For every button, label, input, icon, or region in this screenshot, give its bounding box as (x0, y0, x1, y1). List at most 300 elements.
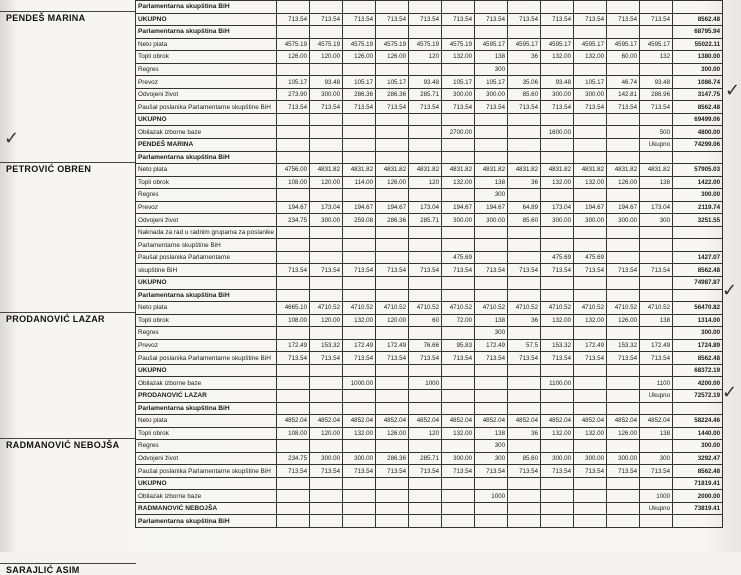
month-cell: 713.54 (343, 264, 376, 277)
month-cell (277, 377, 310, 390)
month-cell: 4831.82 (442, 164, 475, 177)
month-cell: 300.00 (541, 214, 574, 227)
row-label: Paušal poslanika Parlamentarne skupštine BiH (136, 352, 277, 365)
month-cell: 300.00 (607, 214, 640, 227)
row-label: Paušal poslanika Parlamentarne skupštine BiH (136, 465, 277, 478)
month-cell (475, 277, 508, 290)
month-cell: 300 (475, 440, 508, 453)
month-cell: 4852.04 (541, 415, 574, 428)
month-cell (475, 26, 508, 39)
month-cell: 4831.82 (640, 164, 673, 177)
month-cell: 300 (640, 214, 673, 227)
month-cell: 285.71 (409, 452, 442, 465)
month-cell (640, 189, 673, 202)
month-cell (541, 402, 574, 415)
row-label: Neto plata (136, 38, 277, 51)
month-cell (442, 277, 475, 290)
table-row (136, 88, 723, 101)
month-cell: 475.69 (442, 251, 475, 264)
month-cell: 4831.82 (508, 164, 541, 177)
row-label: Topli obrok (136, 176, 277, 189)
month-cell: 300.00 (574, 88, 607, 101)
month-cell: 300 (475, 189, 508, 202)
month-cell (541, 515, 574, 528)
month-cell (541, 26, 574, 39)
table-row (136, 51, 723, 64)
month-cell: 4852.04 (310, 415, 343, 428)
month-cell: 93.48 (310, 76, 343, 89)
month-cell (376, 239, 409, 252)
month-cell (310, 139, 343, 152)
month-cell: 4831.82 (574, 164, 607, 177)
month-cell: 4710.52 (343, 302, 376, 315)
month-cell: 713.54 (442, 101, 475, 114)
total-cell: 3251.55 (673, 214, 723, 227)
month-cell (442, 289, 475, 302)
month-cell (475, 502, 508, 515)
month-cell (541, 289, 574, 302)
month-cell (508, 126, 541, 139)
total-cell: 68372.19 (673, 364, 723, 377)
month-cell: 713.54 (475, 465, 508, 478)
table-row (136, 465, 723, 478)
month-cell: 4595.17 (640, 38, 673, 51)
month-cell (541, 226, 574, 239)
month-cell: 4710.52 (607, 302, 640, 315)
month-cell: 4831.82 (343, 164, 376, 177)
month-cell: 126.00 (376, 176, 409, 189)
month-cell: 4852.04 (376, 415, 409, 428)
month-cell: 4831.82 (541, 164, 574, 177)
month-cell (475, 402, 508, 415)
total-cell: 8562.48 (673, 352, 723, 365)
table-row (136, 226, 723, 239)
row-label: Obilazak izborne baze (136, 490, 277, 503)
month-cell (640, 515, 673, 528)
table-row (136, 289, 723, 302)
month-cell (640, 113, 673, 126)
total-cell: 1380.00 (673, 51, 723, 64)
month-cell: 713.54 (409, 465, 442, 478)
month-cell: 300.00 (541, 452, 574, 465)
total-cell (673, 151, 723, 164)
total-cell: 1422.00 (673, 176, 723, 189)
month-cell: 132.00 (442, 176, 475, 189)
month-cell (409, 239, 442, 252)
row-label: Odvojeni život (136, 214, 277, 227)
month-cell (607, 440, 640, 453)
month-cell: 60.00 (607, 51, 640, 64)
month-cell: 713.54 (508, 352, 541, 365)
month-cell (574, 389, 607, 402)
total-cell: 1724.89 (673, 339, 723, 352)
month-cell (574, 515, 607, 528)
table-row (136, 314, 723, 327)
month-cell (376, 364, 409, 377)
month-cell (409, 63, 442, 76)
month-cell: 173.04 (409, 201, 442, 214)
month-cell: 300.00 (310, 214, 343, 227)
month-cell: 194.67 (607, 201, 640, 214)
month-cell: 120.00 (310, 51, 343, 64)
month-cell (574, 289, 607, 302)
month-cell: 138 (475, 51, 508, 64)
handwritten-check-mark: ✓ (4, 128, 20, 149)
month-cell: 713.54 (541, 264, 574, 277)
table-row (136, 239, 723, 252)
month-cell: 4575.19 (376, 38, 409, 51)
month-cell (376, 26, 409, 39)
month-cell (541, 502, 574, 515)
month-cell (343, 239, 376, 252)
month-cell (409, 389, 442, 402)
month-cell (376, 389, 409, 402)
month-cell (607, 189, 640, 202)
month-cell: 4710.52 (376, 302, 409, 315)
row-label: Parlamentarna skupština BiH (136, 289, 277, 302)
month-cell: 300 (640, 452, 673, 465)
month-cell: 132.00 (541, 51, 574, 64)
month-cell (640, 226, 673, 239)
month-cell (343, 26, 376, 39)
month-cell: 300.00 (310, 88, 343, 101)
month-cell (442, 515, 475, 528)
month-cell: 4831.82 (607, 164, 640, 177)
total-cell (673, 1, 723, 14)
table-row (136, 477, 723, 490)
month-cell: 194.67 (475, 201, 508, 214)
month-cell (277, 440, 310, 453)
month-cell (409, 289, 442, 302)
month-cell (343, 1, 376, 14)
month-cell: 108.00 (277, 427, 310, 440)
month-cell (640, 477, 673, 490)
table-row (136, 440, 723, 453)
month-cell (310, 226, 343, 239)
month-cell: 1000 (640, 490, 673, 503)
month-cell (442, 189, 475, 202)
month-cell: 1100 (640, 377, 673, 390)
total-cell: 300.00 (673, 440, 723, 453)
total-cell: 1086.74 (673, 76, 723, 89)
month-cell (508, 289, 541, 302)
total-cell (673, 402, 723, 415)
total-cell: 71819.41 (673, 477, 723, 490)
month-cell (541, 327, 574, 340)
month-cell (574, 402, 607, 415)
divider (0, 11, 136, 12)
month-cell: 172.49 (376, 339, 409, 352)
total-cell: 1440.00 (673, 427, 723, 440)
month-cell: 4595.17 (574, 38, 607, 51)
month-cell: 93.48 (541, 76, 574, 89)
month-cell (376, 63, 409, 76)
month-cell: 132.00 (574, 314, 607, 327)
month-cell (277, 63, 310, 76)
person-name: PENDEŠ MARINA (6, 13, 86, 23)
month-cell: 173.04 (541, 201, 574, 214)
month-cell: 285.71 (409, 88, 442, 101)
month-cell (541, 189, 574, 202)
month-cell: 713.54 (310, 101, 343, 114)
month-cell: 713.54 (376, 101, 409, 114)
table-row (136, 502, 723, 515)
month-cell: 120 (409, 176, 442, 189)
month-cell: 132.00 (541, 176, 574, 189)
month-cell: 713.54 (310, 13, 343, 26)
row-label: Topli obrok (136, 314, 277, 327)
table-row (136, 63, 723, 76)
total-cell: 8562.48 (673, 101, 723, 114)
month-cell (574, 490, 607, 503)
table-row (136, 277, 723, 290)
person-name: PRODANOVIĆ LAZAR (6, 314, 105, 325)
month-cell: 300.00 (442, 214, 475, 227)
month-cell (310, 1, 343, 14)
handwritten-check-mark: ✓ (722, 382, 738, 403)
month-cell (310, 502, 343, 515)
month-cell: 194.67 (277, 201, 310, 214)
month-cell: 500 (640, 126, 673, 139)
month-cell (607, 277, 640, 290)
month-cell (277, 189, 310, 202)
month-cell: 114.00 (343, 176, 376, 189)
month-cell: 300 (475, 63, 508, 76)
month-cell: 126.00 (277, 51, 310, 64)
month-cell: 300 (475, 452, 508, 465)
month-cell: 713.54 (541, 465, 574, 478)
month-cell: 300.00 (442, 452, 475, 465)
month-cell (277, 277, 310, 290)
month-cell (607, 502, 640, 515)
month-cell (607, 402, 640, 415)
month-cell (508, 402, 541, 415)
month-cell: 713.54 (277, 352, 310, 365)
month-cell (508, 226, 541, 239)
month-cell: 713.54 (409, 264, 442, 277)
total-cell: 55022.11 (673, 38, 723, 51)
month-cell (574, 139, 607, 152)
salary-table (135, 0, 723, 528)
month-cell (508, 377, 541, 390)
month-cell: 132.00 (541, 427, 574, 440)
month-cell: 36 (508, 427, 541, 440)
month-cell: 300.00 (574, 214, 607, 227)
month-cell (277, 26, 310, 39)
month-cell (409, 277, 442, 290)
month-cell (640, 364, 673, 377)
month-cell (376, 189, 409, 202)
month-cell (640, 440, 673, 453)
person-name: SARAJLIĆ ASIM (6, 565, 80, 575)
table-row (136, 490, 723, 503)
month-cell (343, 189, 376, 202)
month-cell (640, 151, 673, 164)
month-cell: 713.54 (541, 352, 574, 365)
month-cell: 105.17 (376, 76, 409, 89)
row-label: UKUPNO (136, 277, 277, 290)
month-cell: 273.90 (277, 88, 310, 101)
month-cell: 105.17 (277, 76, 310, 89)
month-cell: 120.00 (310, 427, 343, 440)
month-cell (475, 251, 508, 264)
month-cell (310, 251, 343, 264)
month-cell: 126.00 (376, 51, 409, 64)
month-cell: 4831.82 (409, 164, 442, 177)
month-cell (475, 364, 508, 377)
month-cell (475, 515, 508, 528)
month-cell: 4710.52 (541, 302, 574, 315)
month-cell (508, 502, 541, 515)
month-cell (409, 151, 442, 164)
month-cell: 57.5 (508, 339, 541, 352)
month-cell (508, 327, 541, 340)
month-cell: Ukupno (640, 389, 673, 402)
month-cell: 713.54 (508, 465, 541, 478)
month-cell: 713.54 (277, 101, 310, 114)
month-cell (508, 63, 541, 76)
month-cell (277, 364, 310, 377)
row-label: Topli obrok (136, 427, 277, 440)
divider (0, 438, 136, 439)
month-cell: 713.54 (508, 264, 541, 277)
month-cell (574, 364, 607, 377)
month-cell (541, 389, 574, 402)
month-cell: 713.54 (409, 13, 442, 26)
month-cell: 138 (475, 427, 508, 440)
month-cell (376, 226, 409, 239)
month-cell: 713.54 (640, 101, 673, 114)
row-label: Prevoz (136, 339, 277, 352)
month-cell: 46.74 (607, 76, 640, 89)
total-cell (673, 515, 723, 528)
month-cell (607, 1, 640, 14)
month-cell: 475.69 (574, 251, 607, 264)
month-cell: 105.17 (574, 76, 607, 89)
month-cell: 300.00 (475, 214, 508, 227)
month-cell: 713.54 (607, 264, 640, 277)
month-cell (409, 226, 442, 239)
month-cell: 4710.52 (442, 302, 475, 315)
total-cell: 68795.94 (673, 26, 723, 39)
month-cell: 126.00 (607, 176, 640, 189)
month-cell: 713.54 (442, 352, 475, 365)
month-cell (574, 113, 607, 126)
month-cell (508, 239, 541, 252)
month-cell: 300 (475, 327, 508, 340)
month-cell (475, 377, 508, 390)
table-row (136, 151, 723, 164)
month-cell (343, 440, 376, 453)
month-cell: 713.54 (607, 101, 640, 114)
month-cell (607, 389, 640, 402)
month-cell: 126.00 (607, 427, 640, 440)
month-cell: 1600.00 (541, 126, 574, 139)
month-cell (277, 251, 310, 264)
month-cell: 713.54 (574, 101, 607, 114)
month-cell: 4575.19 (442, 38, 475, 51)
month-cell (475, 226, 508, 239)
month-cell: 713.54 (343, 101, 376, 114)
month-cell: 713.54 (442, 13, 475, 26)
month-cell (574, 151, 607, 164)
month-cell (607, 239, 640, 252)
total-cell: 57905.03 (673, 164, 723, 177)
month-cell: 286.36 (343, 88, 376, 101)
month-cell (343, 364, 376, 377)
month-cell: 713.54 (574, 13, 607, 26)
month-cell: 713.54 (574, 352, 607, 365)
month-cell (607, 113, 640, 126)
month-cell (310, 377, 343, 390)
month-cell (508, 251, 541, 264)
month-cell (574, 502, 607, 515)
month-cell: Ukupno (640, 139, 673, 152)
month-cell: 713.54 (343, 465, 376, 478)
month-cell: 126.00 (376, 427, 409, 440)
month-cell (343, 389, 376, 402)
month-cell (442, 1, 475, 14)
month-cell (541, 239, 574, 252)
month-cell (376, 139, 409, 152)
month-cell: 300.00 (310, 452, 343, 465)
month-cell (640, 1, 673, 14)
row-label: UKUPNO (136, 113, 277, 126)
month-cell: 4575.19 (409, 38, 442, 51)
table-row (136, 364, 723, 377)
total-cell (673, 239, 723, 252)
month-cell (574, 277, 607, 290)
table-row (136, 251, 723, 264)
month-cell (310, 389, 343, 402)
month-cell (277, 139, 310, 152)
month-cell (508, 477, 541, 490)
month-cell (640, 251, 673, 264)
month-cell (277, 226, 310, 239)
total-cell: 8562.48 (673, 465, 723, 478)
month-cell (277, 113, 310, 126)
month-cell (310, 113, 343, 126)
row-label: Obilazak izborne baze (136, 126, 277, 139)
month-cell (277, 502, 310, 515)
row-label: Parlamentarna skupština BiH (136, 1, 277, 14)
total-cell: 74987.87 (673, 277, 723, 290)
month-cell: 1000.00 (343, 377, 376, 390)
month-cell (277, 1, 310, 14)
month-cell: 4852.04 (475, 415, 508, 428)
table-row (136, 515, 723, 528)
month-cell: 286.36 (376, 214, 409, 227)
table-row (136, 377, 723, 390)
month-cell (277, 389, 310, 402)
month-cell (541, 477, 574, 490)
month-cell (508, 189, 541, 202)
month-cell (607, 477, 640, 490)
month-cell (475, 289, 508, 302)
month-cell: 138 (475, 314, 508, 327)
table-row (136, 201, 723, 214)
month-cell (310, 239, 343, 252)
month-cell: 120 (409, 427, 442, 440)
month-cell: 285.71 (409, 214, 442, 227)
month-cell (541, 63, 574, 76)
month-cell: 713.54 (640, 352, 673, 365)
row-label: skupštine BiH (136, 264, 277, 277)
month-cell (409, 126, 442, 139)
month-cell (442, 402, 475, 415)
month-cell (574, 63, 607, 76)
month-cell (574, 477, 607, 490)
